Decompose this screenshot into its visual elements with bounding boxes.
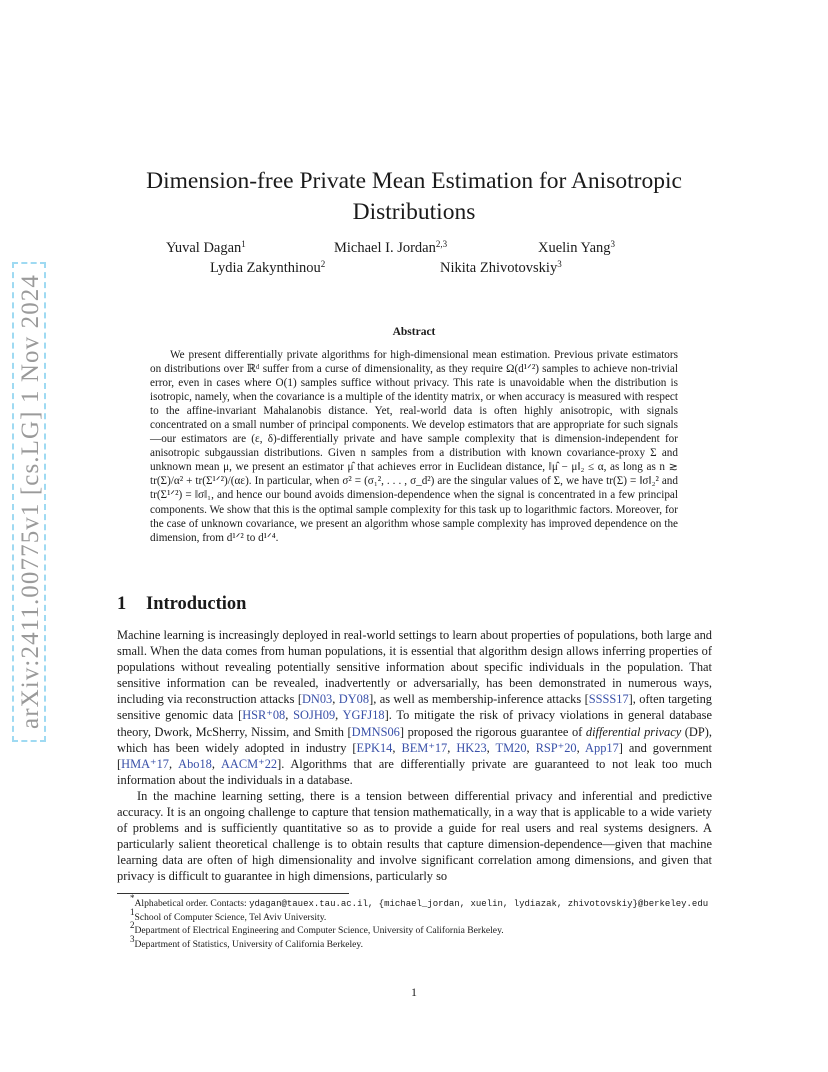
- citation-link[interactable]: TM20: [495, 740, 527, 755]
- section-title: Introduction: [146, 594, 247, 614]
- emphasis-text: differential privacy: [585, 724, 682, 739]
- body-text: ] and government [: [117, 740, 712, 771]
- body-text: ,: [285, 708, 294, 723]
- citation-link[interactable]: BEM⁺17: [401, 740, 448, 755]
- footnote-emails: ydagan@tauex.tau.ac.il, {michael_jordan, xuelin, lydiazak, zhivotovskiy}@berkeley.edu: [249, 899, 709, 909]
- citation-link[interactable]: DN03: [301, 692, 333, 707]
- abstract-text: We present differentially private algorithms for high-dimensional mean estimation. Previous private estimators on distributions over ℝᵈ suffer from a curse of dimensionality, as they require Ω(d¹ᐟ²) samples to achieve non-trivial error, even in cases where O(1) samples suffice without privacy. This rate is unavoidable when the distribution is isotropic, namely, when the covariance is a multiple of the identity matrix, or when accuracy is measured with respect to the affine-invariant Mahalanobis distance. Yet, real-world data is often highly anisotropic, with signals concentrated on a small number of principal components. We develop estimators that are appropriate for such signals—our estimators are (ε, δ)-differentially private and have sample complexity that is dimension-independent for anisotropic subgaussian distributions. Given n samples from a distribution with known covariance-proxy Σ and unknown mean μ, we present an estimator μ̂ that achieves error in Euclidean distance, ‖μ̂ − μ‖₂ ≤ α, as long as n ≳ tr(Σ)/α² + tr(Σ¹ᐟ²)/(αε). In particular, when σ² = (σ₁², . . . , σ_d²) are the singular values of Σ, we have tr(Σ) = ‖σ‖₂² and tr(Σ¹ᐟ²) = ‖σ‖₁, and hence our bound avoids dimension-dependence when the signal is concentrated in a few principal components. We show that this is the optimal sample complexity for this task up to logarithmic factors. Moreover, for the case of unknown covariance, we present an algorithm whose sample complexity has improved dependence on the dimension, from d¹ᐟ² to d¹ᐟ⁴.: [150, 349, 678, 544]
- citation-link[interactable]: EPK14: [356, 740, 393, 755]
- footnote: [130, 893, 730, 911]
- body-text: ,: [447, 740, 457, 755]
- body-text: ,: [486, 740, 496, 755]
- citation-link[interactable]: RSP⁺20: [535, 740, 577, 755]
- body-text: ,: [526, 740, 536, 755]
- citation-link[interactable]: DMNS06: [351, 724, 400, 739]
- body-text: ] proposed the rigorous guarantee of: [399, 724, 586, 739]
- citation-link[interactable]: App17: [585, 740, 619, 755]
- author-1: Yuval Dagan$^1$: [166, 239, 246, 256]
- body-text: ,: [332, 692, 339, 707]
- author-5: Nikita Zhivotovskiy$^3$: [440, 259, 562, 276]
- body-text: ], as well as membership-inference attacks [: [369, 692, 589, 707]
- footnote-text: Department of Electrical Engineering and Computer Science, University of California Berkeley.: [134, 925, 504, 937]
- citation-link[interactable]: HK23: [456, 740, 487, 755]
- body-text: ,: [335, 708, 343, 723]
- body-text: ,: [392, 740, 402, 755]
- citation-link[interactable]: DY08: [338, 692, 370, 707]
- body-text: ], often targeting sensitive genomic data [: [117, 692, 712, 723]
- intro-body: [117, 627, 712, 885]
- footnote-text: School of Computer Science, Tel Aviv University.: [134, 912, 327, 924]
- paper-title: Dimension-free Private Mean Estimation for Anisotropic Distributions: [146, 168, 682, 225]
- footnote-mark: 3: [130, 933, 135, 944]
- body-text: (DP), which has been widely adopted in industry [: [117, 724, 712, 755]
- citation-link[interactable]: SSSS17: [588, 692, 629, 707]
- citation-link[interactable]: HSR⁺08: [242, 708, 286, 723]
- citation-link[interactable]: HMA⁺17: [121, 756, 169, 771]
- body-text: ,: [169, 756, 179, 771]
- footnote: [130, 920, 730, 937]
- page-number: 1: [411, 985, 417, 999]
- author-list: [118, 240, 718, 280]
- section-number: 1: [117, 594, 127, 614]
- intro-paragraph-2: In the machine learning setting, there is a tension between differential privacy and inferential and predictive accuracy. It is an ongoing challenge to capture that tension mathematically, in a way that is applicable to a wide variety of problems and is sufficiently quantitative so as to provide a guide for real users and real systems designers. A particularly salient theoretical challenge is to obtain results that capture dimension-dependence—given that machine learning data are often of high dimensionality and involve significant correlation among dimensions, and given that privacy is difficult to guarantee in high dimensions, particularly so: [117, 788, 712, 884]
- intro-paragraph-1: [117, 627, 712, 788]
- author-4: Lydia Zakynthinou$^2$: [210, 259, 326, 276]
- body-text: ]. To mitigate the risk of privacy violations in general database theory, Dwork, McSherry, Nissim, and Smith [: [117, 708, 712, 739]
- body-text: Machine learning is increasingly deployed in real-world settings to learn about properties of populations, both large and small. When the data comes from human populations, it is essential that algorithm design allows inferring properties of populations without revealing potentially sensitive information about specific individuals in the population. That sensitive information can be revealed, inadvertently or adversarially, has been demonstrated in numerous ways, including via reconstruction attacks [: [117, 628, 712, 707]
- footnote: [130, 907, 730, 924]
- body-text: ,: [211, 756, 221, 771]
- footnote-mark: *: [130, 893, 135, 903]
- body-text: ,: [576, 740, 586, 755]
- footnotes: [130, 893, 730, 951]
- body-text: ]. Algorithms that are differentially private are guaranteed to not leak too much information about the individuals in a database.: [117, 756, 712, 787]
- author-3: Xuelin Yang$^3$: [538, 239, 616, 256]
- footnote-text: Department of Statistics, University of California Berkeley.: [134, 938, 364, 950]
- author-2: Michael I. Jordan$^{2,3}$: [334, 239, 448, 256]
- footnote-mark: 1: [130, 907, 135, 918]
- footnote-text: Alphabetical order. Contacts:: [134, 898, 250, 909]
- footnote-mark: 2: [130, 920, 135, 931]
- citation-link[interactable]: AACM⁺22: [220, 756, 278, 771]
- citation-link[interactable]: SOJH09: [293, 708, 336, 723]
- citation-link[interactable]: YGFJ18: [342, 708, 385, 723]
- arxiv-stamp: arXiv:2411.00775v1 [cs.LG] 1 Nov 2024: [12, 262, 46, 742]
- footnote: [130, 933, 730, 951]
- abstract-heading: Abstract: [392, 326, 436, 338]
- footnote-rule: [117, 893, 349, 894]
- citation-link[interactable]: Abo18: [178, 756, 212, 771]
- section-heading: [117, 594, 246, 615]
